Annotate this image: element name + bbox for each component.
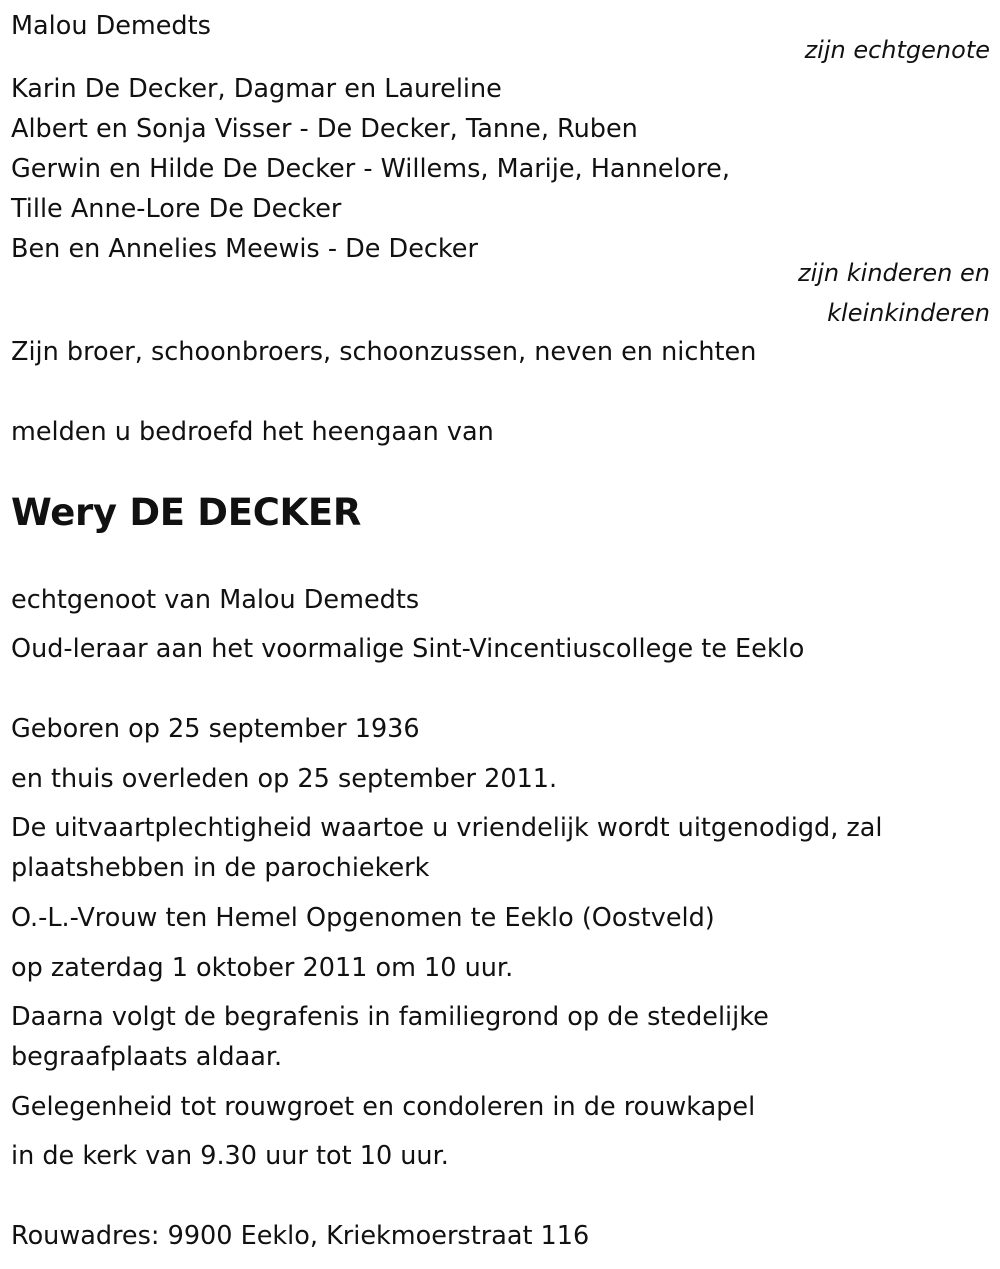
burial-line-2: begraafplaats aldaar. xyxy=(11,1042,283,1072)
child-line-4: Tille Anne-Lore De Decker xyxy=(11,194,342,224)
burial-line-1: Daarna volgt de begrafenis in familiegrond op de stedelijke xyxy=(11,1002,769,1032)
condolence-line-1: Gelegenheid tot rouwgroet en condoleren in de rouwkapel xyxy=(11,1092,756,1122)
date-line: op zaterdag 1 oktober 2011 om 10 uur. xyxy=(11,953,514,983)
church-line: O.-L.-Vrouw ten Hemel Opgenomen te Eeklo (Oostveld) xyxy=(11,903,715,933)
spouse-role: zijn echtgenote xyxy=(804,36,990,64)
children-role-2: kleinkinderen xyxy=(827,299,990,327)
spouse-of-line: echtgenoot van Malou Demedts xyxy=(11,585,420,615)
child-line-3: Gerwin en Hilde De Decker - Willems, Marije, Hannelore, xyxy=(11,154,730,184)
occupation-line: Oud-leraar aan het voormalige Sint-Vincentiuscollege te Eeklo xyxy=(11,634,805,664)
condolence-line-2: in de kerk van 9.30 uur tot 10 uur. xyxy=(11,1141,449,1171)
relatives-line: Zijn broer, schoonbroers, schoonzussen, neven en nichten xyxy=(11,337,757,367)
deceased-name: Wery DE DECKER xyxy=(11,491,362,534)
funeral-line-1: De uitvaartplechtigheid waartoe u vriendelijk wordt uitgenodigd, zal xyxy=(11,813,883,843)
child-line-1: Karin De Decker, Dagmar en Laureline xyxy=(11,74,502,104)
child-line-2: Albert en Sonja Visser - De Decker, Tanne, Ruben xyxy=(11,114,638,144)
announcement-line: melden u bedroefd het heengaan van xyxy=(11,417,494,447)
child-line-5: Ben en Annelies Meewis - De Decker xyxy=(11,234,478,264)
died-line: en thuis overleden op 25 september 2011. xyxy=(11,764,558,794)
born-line: Geboren op 25 september 1936 xyxy=(11,714,420,744)
funeral-line-2: plaatshebben in de parochiekerk xyxy=(11,853,430,883)
spouse-name: Malou Demedts xyxy=(11,11,211,41)
address-line: Rouwadres: 9900 Eeklo, Kriekmoerstraat 116 xyxy=(11,1221,590,1251)
children-role-1: zijn kinderen en xyxy=(798,259,990,287)
